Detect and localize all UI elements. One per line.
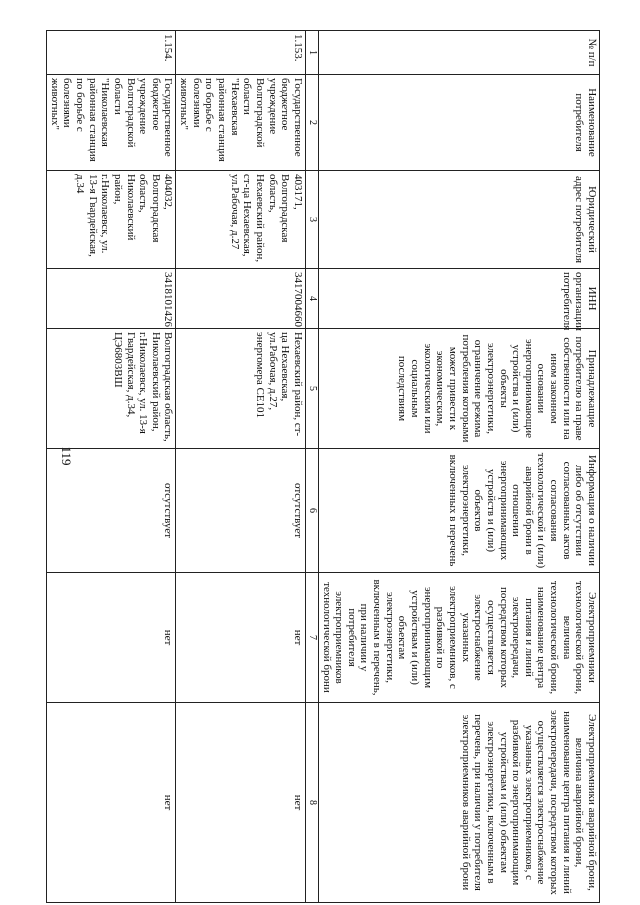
header-number: № п/п: [318, 31, 599, 75]
consumer-name: Государственное бюджетное учреждение Волгоградской области "Нехаевская районная станция по борьбе с болезнями животных": [176, 75, 305, 171]
header-tech-reserve: Электроприемники технологической брони, величина технологической брони, наименование центра питания и линий электропередачи, посредством которых осуществляется электроснабжение указанных электроприемников, с разбивкой по энергопринимающим устройствам и (или) объектам электроэнергетики, включенным в перечень, при наличии у потребителя электроприемников технологической брони: [318, 573, 599, 703]
tech-reserve-value: нет: [47, 573, 176, 703]
column-number: 8: [305, 703, 318, 903]
devices-value: Нехаевский район, ст-ца Нехаевская, ул.Рабочая, д.27, энергомера СЕ101: [176, 329, 305, 449]
acts-value: отсутствует: [176, 449, 305, 573]
page-number: 119: [59, 446, 74, 466]
column-number: 6: [305, 449, 318, 573]
emergency-reserve-value: нет: [47, 703, 176, 903]
header-devices: Принадлежащие потребителю на праве собственности или на ином законном основании энергопринимающие устройства и (или) объекты электроэнергетики, ограничение режима потребления которыми может привести к экономическим, экологическим или социальным последствиям: [318, 329, 599, 449]
devices-value: Волгоградская область, Николаевский район, г.Николаевск, ул. 13-я Гвардейская, д.34, ЦЭ6803ВШ: [47, 329, 176, 449]
tech-reserve-value: нет: [176, 573, 305, 703]
row-number: 1.154.: [47, 31, 176, 75]
inn-value: 3417004660: [176, 269, 305, 329]
column-number: 2: [305, 75, 318, 171]
legal-address: 404032, Волгоградская область, Николаевский район, г.Николаевск, ул. 13-я Гвардейская, д.34: [47, 171, 176, 269]
row-number: 1.153.: [176, 31, 305, 75]
consumer-name: Государственное бюджетное учреждение Волгоградской области "Николаевская районная станция по борьбе с болезнями животных": [47, 75, 176, 171]
inn-value: 3418101426: [47, 269, 176, 329]
header-address: Юридический адрес потребителя: [318, 171, 599, 269]
emergency-reserve-value: нет: [176, 703, 305, 903]
column-number-row: [305, 31, 318, 903]
table-row: [176, 31, 305, 903]
column-number: 7: [305, 573, 318, 703]
column-number: 5: [305, 329, 318, 449]
header-name: Наименование потребителя: [318, 75, 599, 171]
header-inn: ИНН организации потребителя: [318, 269, 599, 329]
table-row: [47, 31, 176, 903]
column-number: 3: [305, 171, 318, 269]
header-row: [318, 31, 599, 903]
column-number: 1: [305, 31, 318, 75]
legal-address: 403171, Волгоградская область, Нехаевский район, ст-ца Нехаевская, ул.Рабочая, д.27: [176, 171, 305, 269]
header-emergency-reserve: Электроприемники аварийной брони, величина аварийной брони, наименование центра питания и линий электропередачи, посредством которых осуществляется электроснабжение указанных электроприемников, с разбивкой по энергопринимающим устройствам и (или) объектам электроэнергетики, включенным в перечень, при наличии у потребителя электроприемников аварийной брони: [318, 703, 599, 903]
acts-value: отсутствует: [47, 449, 176, 573]
column-number: 4: [305, 269, 318, 329]
header-acts: Информация о наличии либо об отсутствии согласованных актов согласования технологической и (или) аварийной брони в отношении энергопринимающих устройств и (или) объектов электроэнергетики, включенных в перечень: [318, 449, 599, 573]
consumers-table: [46, 30, 600, 903]
